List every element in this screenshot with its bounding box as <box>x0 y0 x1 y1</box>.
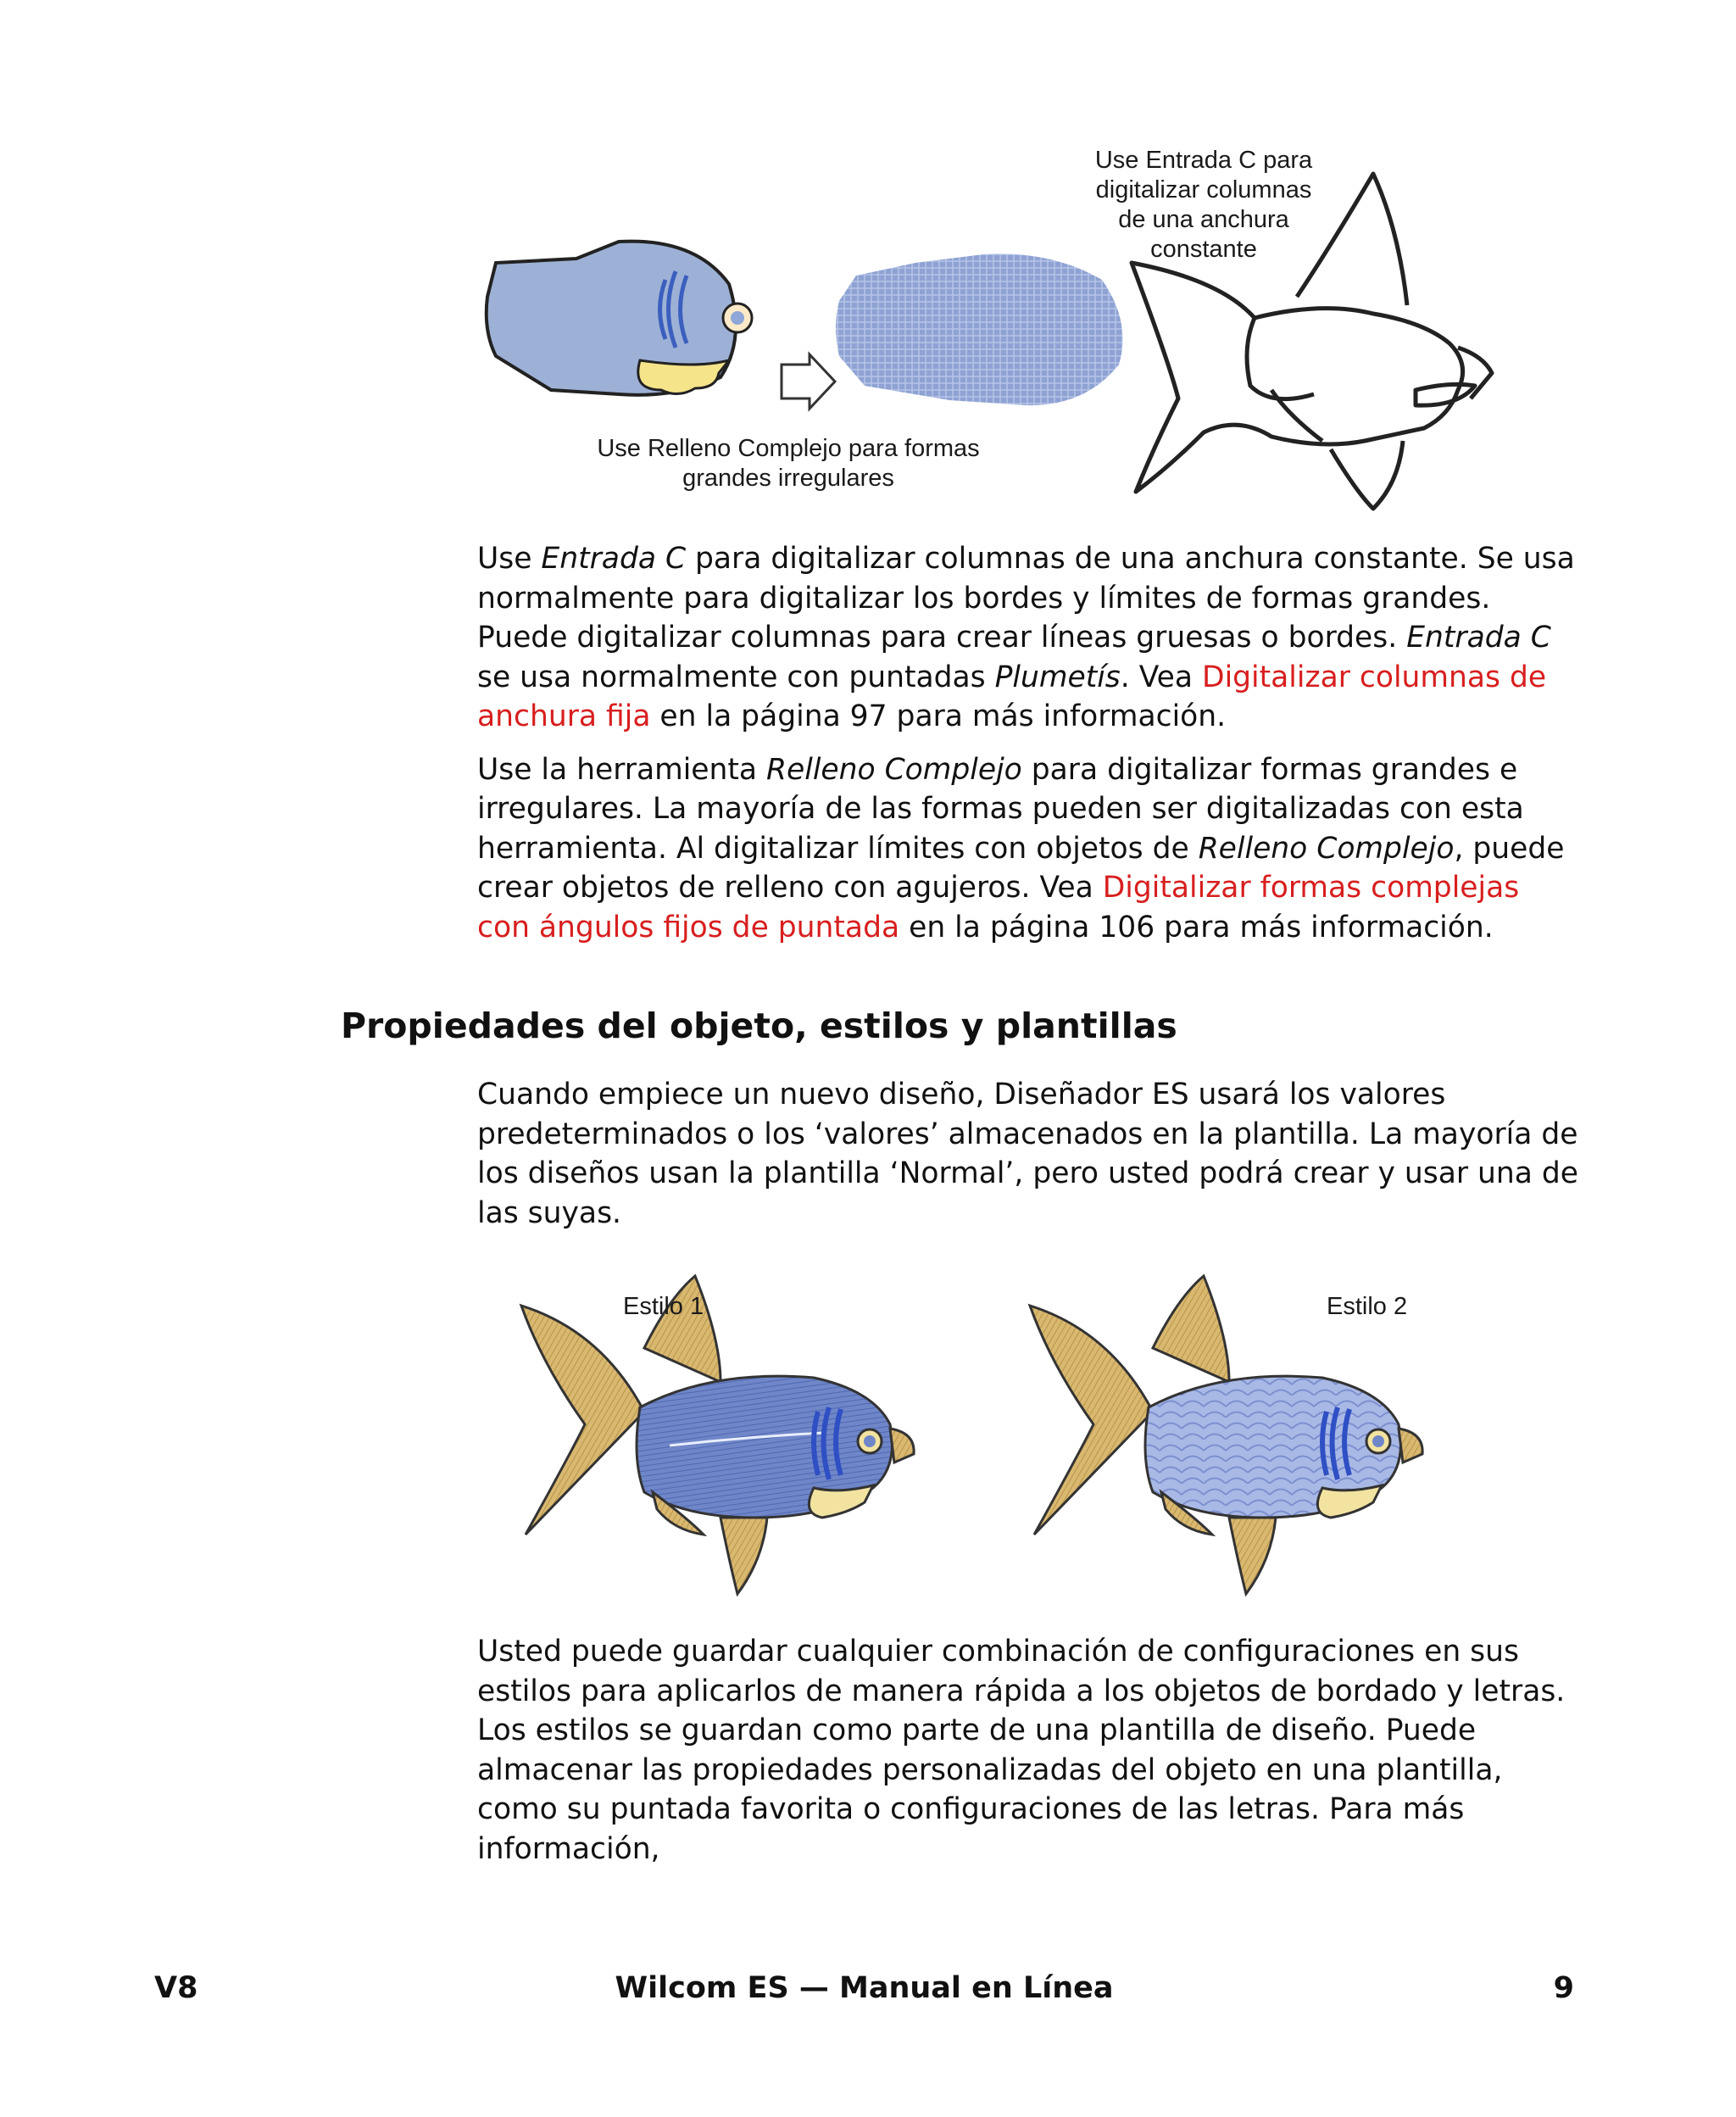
link-digitalizar-formas-complejas[interactable]: Digitalizar formas complejas con ángulos fijos de puntada <box>477 871 1520 944</box>
label-estilo-1: Estilo 1 <box>623 1293 704 1320</box>
arrow-right-icon <box>782 354 835 409</box>
label-relleno-complejo: Use Relleno Complejo para formas grandes irregulares <box>597 435 980 492</box>
section-styles-text <box>477 1632 1579 1882</box>
link-digitalizar-columnas[interactable]: Digitalizar columnas de anchura fija <box>477 660 1547 733</box>
figure-fill-vs-column <box>475 136 1577 517</box>
figure-styles <box>475 1263 1577 1619</box>
paragraph-templates-intro: Cuando empiece un nuevo diseño, Diseñador ES usará los valores predeterminados o los ‘valores’ almacenados en la plantilla. La mayoría de los diseños usan la plantilla ‘Normal’, pero usted podrá crear y usar una de las suyas. <box>477 1078 1578 1230</box>
paragraph-relleno-complejo: Use la herramienta Relleno Complejo para digitalizar formas grandes e irregulares. La mayoría de las formas pueden ser digitalizadas con esta herramienta. Al digitalizar límites con objetos de Relleno Complejo, puede crear objetos de relleno con agujeros. Vea Digitalizar formas complejas con ángulos fijos de puntada en la página 106 para más información. <box>477 752 1565 944</box>
fish-estilo-2-graphic <box>1030 1276 1422 1594</box>
section-templates-intro <box>477 1075 1579 1246</box>
flat-fish-graphic <box>487 242 752 395</box>
paragraph-styles: Usted puede guardar cualquier combinación de configuraciones en sus estilos para aplicarlos de manera rápida a los objetos de bordado y letras. Los estilos se guardan como parte de una plantilla de diseño. Puede almacenar las propiedades personalizadas del objeto en una plantilla, como su puntada favorita o configuraciones de las letras. Para más información, <box>477 1635 1566 1866</box>
section-digitizing-text <box>477 539 1579 961</box>
section-heading: Propiedades del objeto, estilos y plantillas <box>341 1006 1177 1046</box>
page-footer <box>154 1971 1574 2014</box>
label-estilo-2: Estilo 2 <box>1327 1293 1408 1320</box>
stitched-fill-fish-graphic <box>836 253 1123 405</box>
footer-version: V8 <box>154 1971 198 2005</box>
footer-title: Wilcom ES — Manual en Línea <box>615 1971 1114 2005</box>
label-entrada-c: Use Entrada C para digitalizar columnas de una anchura constante <box>1094 147 1313 263</box>
fish-estilo-1-graphic <box>521 1276 914 1594</box>
paragraph-entrada-c: Use Entrada C para digitalizar columnas de una anchura constante. Se usa normalmente para digitalizar los bordes y límites de formas grandes. Puede digitalizar columnas para crear líneas gruesas o bordes. Entrada C se usa normalmente con puntadas Plumetís. Vea Digitalizar columnas de anchura fija en la página 97 para más información. <box>477 542 1575 733</box>
page-number: 9 <box>1553 1971 1574 2005</box>
